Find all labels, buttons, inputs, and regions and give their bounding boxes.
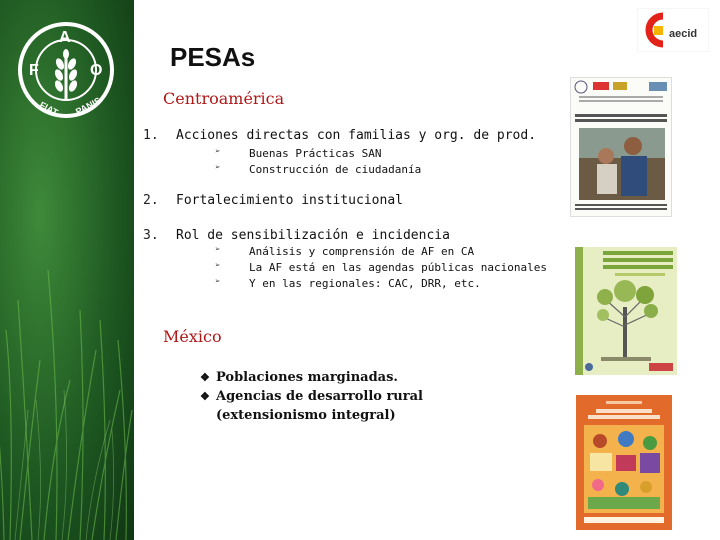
page-title: PESAs xyxy=(170,42,256,72)
publication-cover-climate-change xyxy=(575,247,677,375)
svg-text:O: O xyxy=(90,62,103,79)
mexico-bullet xyxy=(200,370,398,385)
svg-text:A: A xyxy=(59,29,71,46)
sub-item-text: Construcción de ciudadanía xyxy=(249,163,422,176)
diamond-bullet-icon: ❖ xyxy=(200,371,210,384)
arrow-bullet-icon: ➢ xyxy=(215,147,221,157)
item-text: Rol de sensibilización e incidencia xyxy=(176,228,450,243)
mexico-bullet xyxy=(200,389,423,404)
sub-item-text: Y en las regionales: CAC, DRR, etc. xyxy=(249,277,481,290)
svg-text:FIAT: FIAT xyxy=(37,99,60,118)
item-text: Acciones directas con familias y org. de prod. xyxy=(176,128,537,143)
sub-item-text: Buenas Prácticas SAN xyxy=(249,147,382,160)
section-heading-mexico: México xyxy=(163,327,222,346)
cover-photo-image xyxy=(571,78,671,216)
cover-illustration-image xyxy=(576,395,672,530)
sub-item-text: La AF está en las agendas públicas nacionales xyxy=(249,261,548,274)
aecid-logo xyxy=(637,8,709,52)
mexico-bullet-continuation: (extensionismo integral) xyxy=(216,408,396,423)
item-text: Fortalecimiento institucional xyxy=(176,193,403,208)
arrow-bullet-icon: ➢ xyxy=(215,245,221,255)
fao-logo xyxy=(16,20,116,120)
item-number: 3. xyxy=(143,228,159,243)
mexico-bullet-text: Poblaciones marginadas. xyxy=(216,370,398,385)
aecid-label: aecid xyxy=(669,28,698,40)
cover-tree-image xyxy=(575,247,677,375)
diamond-bullet-icon: ❖ xyxy=(200,390,210,403)
sidebar-background xyxy=(0,0,134,540)
svg-text:F: F xyxy=(29,62,39,79)
item-number: 2. xyxy=(143,193,159,208)
mexico-bullet-text: Agencias de desarrollo rural xyxy=(216,389,423,404)
arrow-bullet-icon: ➢ xyxy=(215,163,221,173)
arrow-bullet-icon: ➢ xyxy=(215,277,221,287)
publication-cover-family-farming xyxy=(570,77,672,217)
arrow-bullet-icon: ➢ xyxy=(215,261,221,271)
grass-illustration xyxy=(0,210,134,540)
section-heading-centroamerica: Centroamérica xyxy=(163,89,285,108)
svg-text:PANIS: PANIS xyxy=(73,95,103,117)
sub-item-text: Análisis y comprensión de AF en CA xyxy=(249,245,475,258)
item-number: 1. xyxy=(143,128,159,143)
publication-cover-methodology-guide xyxy=(576,395,672,530)
